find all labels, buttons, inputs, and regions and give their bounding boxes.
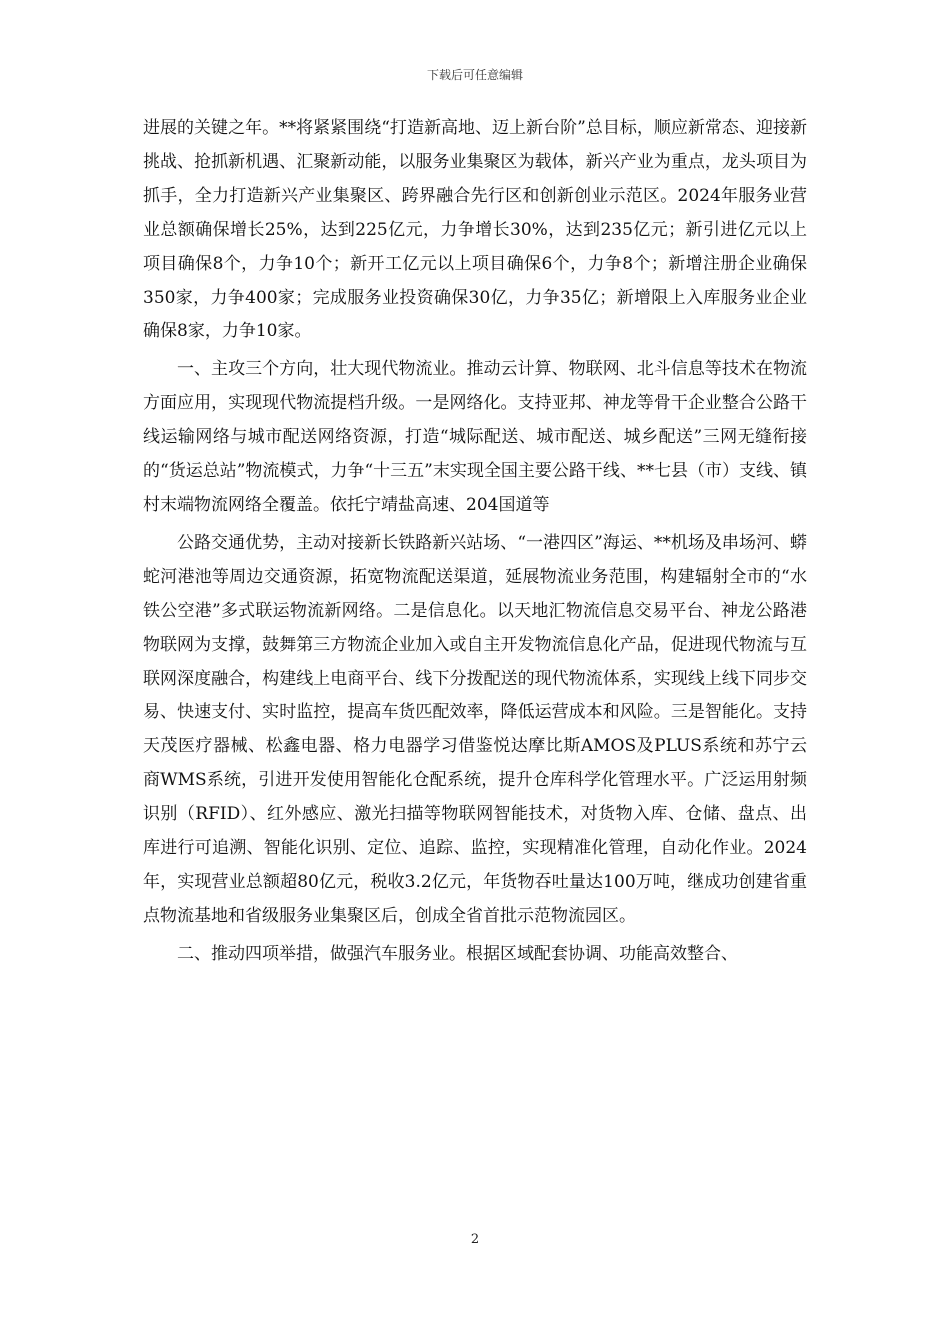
paragraph-transport: 公路交通优势，主动对接新长铁路新兴站场、“一港四区”海运、**机场及串场河、蟒蛇河港池等周边交通资源，拓宽物流配送渠道，延展物流业务范围，构建辐射全市的“水铁公空港”多式联运物流新网络。二是信息化。以天地汇物流信息交易平台、神龙公路港物联网为支撑，鼓舞第三方物流企业加入或自主开发物流信息化产品，促进现代物流与互联网深度融合，构建线上电商平台、线下分拨配送的现代物流体系，实现线上线下同步交易、快速支付、实时监控，提高车货匹配效率，降低运营成本和风险。三是智能化。支持天茂医疗器械、松鑫电器、格力电器学习借鉴悦达摩比斯AMOS及PLUS系统和苏宁云商WMS系统，引进开发使用智能化仓配系统，提升仓库科学化管理水平。广泛运用射频识别（RFID）、红外感应、激光扫描等物联网智能技术，对货物入库、仓储、盘点、出库进行可追溯、智能化识别、定位、追踪、监控，实现精准化管理，自动化作业。2024年，实现营业总额超80亿元，税收3.2亿元，年货物吞吐量达100万吨，继成功创建省重点物流基地和省级服务业集聚区后，创成全省首批示范物流园区。	[143, 532, 807, 926]
page-header: 下载后可任意编辑	[426, 68, 523, 82]
document-body	[143, 112, 807, 972]
paragraph-logistics: 一、主攻三个方向，壮大现代物流业。推动云计算、物联网、北斗信息等技术在物流方面应用，实现现代物流提档升级。一是网络化。支持亚邦、神龙等骨干企业整合公路干线运输网络与城市配送网络资源，打造“城际配送、城市配送、城乡配送”三网无缝衔接的“货运总站”物流模式，力争“十三五”末实现全国主要公路干线、**七县（市）支线、镇村末端物流网络全覆盖。依托宁靖盐高速、204国道等	[143, 359, 807, 515]
paragraph-auto-service: 二、推动四项举措，做强汽车服务业。根据区域配套协调、功能高效整合、	[177, 943, 738, 964]
page-number: 2	[470, 1232, 480, 1247]
paragraph-goals: 进展的关键之年。**将紧紧围绕“打造新高地、迈上新台阶”总目标，顺应新常态、迎接新挑战、抢抓新机遇、汇聚新动能，以服务业集聚区为载体，新兴产业为重点，龙头项目为抓手，全力打造新兴产业集聚区、跨界融合先行区和创新创业示范区。2024年服务业营业总额确保增长25%，达到225亿元，力争增长30%，达到235亿元；新引进亿元以上项目确保8个，力争10个；新开工亿元以上项目确保6个，力争8个；新增注册企业确保350家，力争400家；完成服务业投资确保30亿，力争35亿；新增限上入库服务业企业确保8家，力争10家。	[143, 118, 807, 342]
